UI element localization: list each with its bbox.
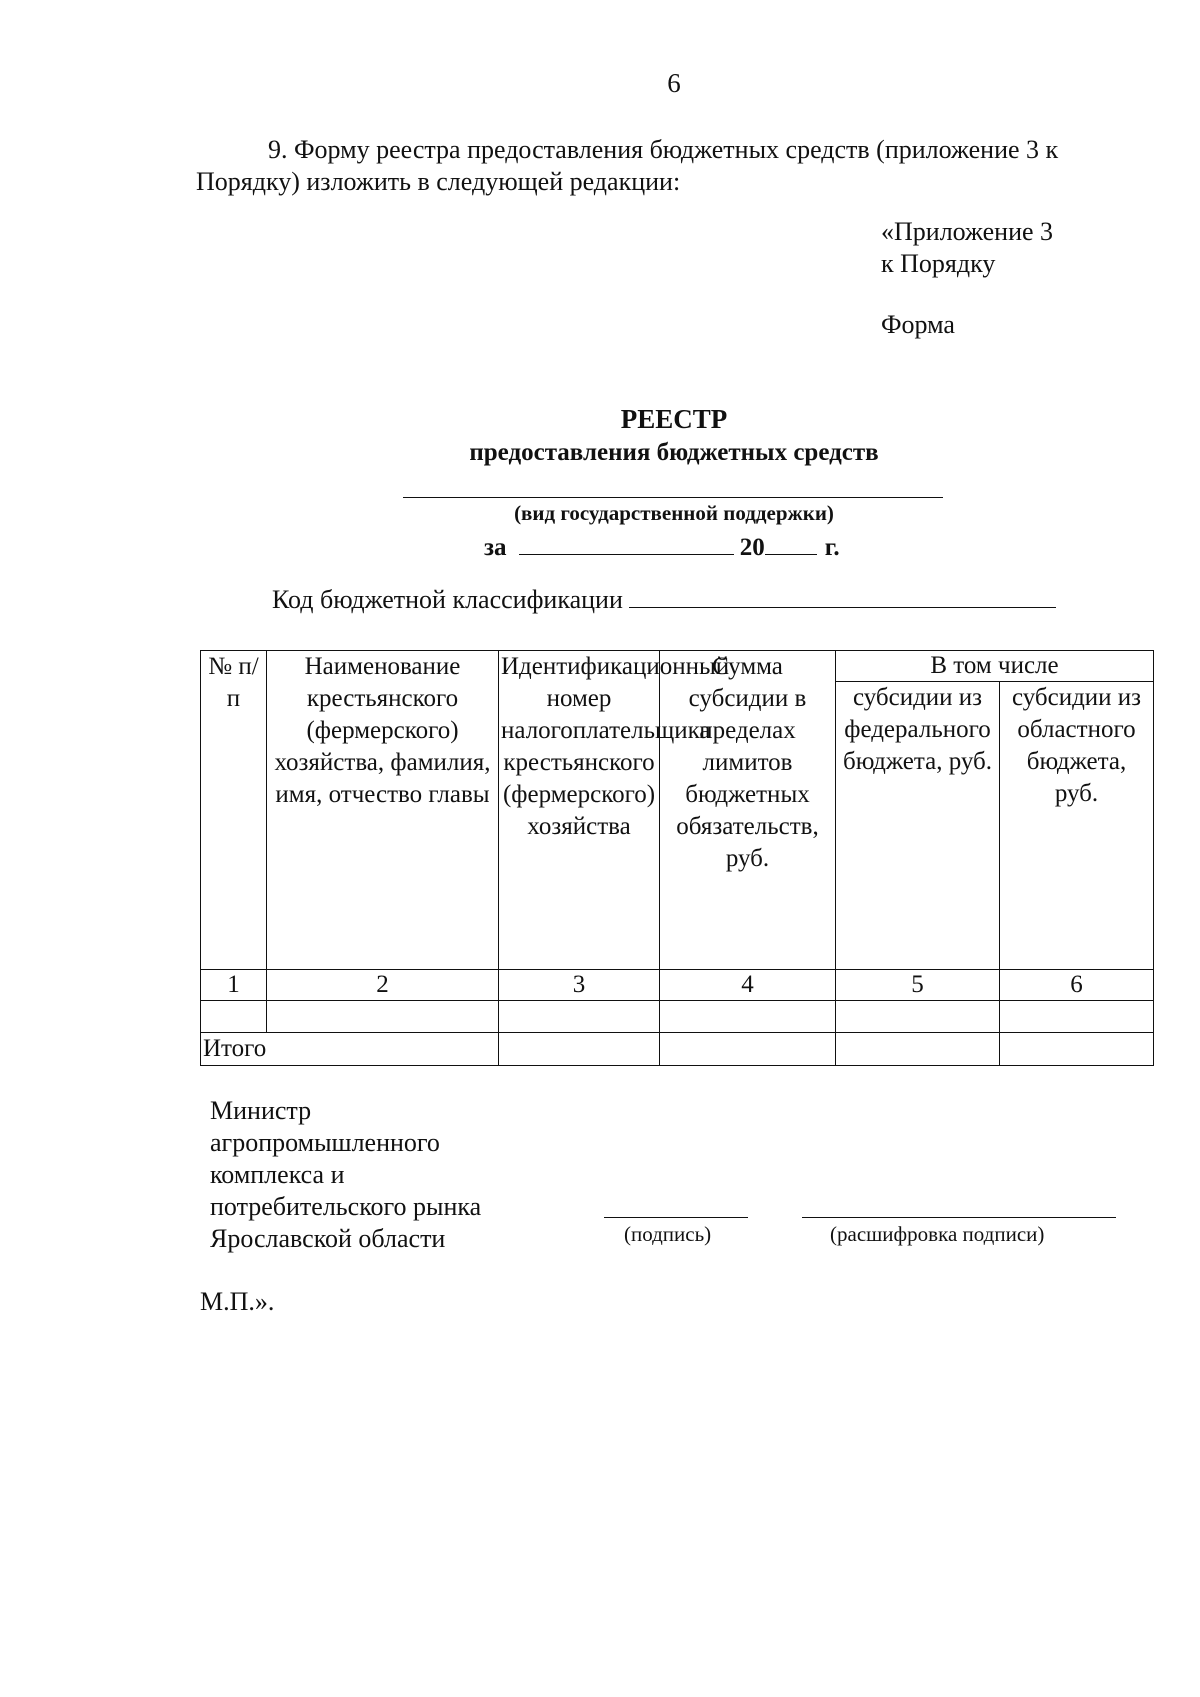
page-number: 6 [667,68,681,98]
signatory-line-4: потребительского рынка [210,1192,482,1221]
table-cell [660,1033,836,1066]
header-including: В том числе [836,651,1154,682]
signature-line [604,1217,748,1218]
period-blank [519,530,734,555]
amendment-paragraph [196,134,1151,198]
appendix-line-1: «Приложение 3 [881,217,1054,246]
column-number-3: 3 [499,970,660,1001]
column-number-6: 6 [1000,970,1154,1001]
column-numbers-row [201,970,1154,1001]
kbk-label: Код бюджетной классификации [272,585,623,614]
period-prefix: за [484,534,507,561]
appendix-line-2: к Порядку [881,249,996,278]
period-line [484,530,840,562]
header-farm-name: Наименование крестьянского (фермерского) хозяйства, фамилия, имя, отчество главы [267,651,499,970]
signature-decode-caption: (расшифровка подписи) [830,1222,1045,1246]
signatory-line-5: Ярославской области [210,1224,446,1253]
period-suffix: г. [824,534,840,561]
table-cell [499,1033,660,1066]
header-number: № п/п [201,651,267,970]
year-blank [765,530,817,555]
stamp-place: М.П.». [200,1287,275,1316]
support-type-line [403,497,943,498]
form-label: Форма [881,310,955,339]
column-number-4: 4 [660,970,836,1001]
paragraph-line-1: 9. Форму реестра предоставления бюджетных средств (приложение 3 к [268,135,1059,164]
paragraph-line-2: Порядку) изложить в следующей редакции: [196,167,681,196]
header-subsidy-sum: Сумма субсидии в пределах лимитов бюджетных обязательств, руб. [660,651,836,970]
appendix-reference [881,216,1053,280]
table-cell [660,1001,836,1033]
kbk-blank [629,585,1056,608]
table-cell [1000,1033,1154,1066]
header-regional: субсидии из областного бюджета, руб. [1000,682,1154,970]
signature-caption: (подпись) [624,1222,712,1246]
table-row [201,1001,1154,1033]
document-title: РЕЕСТР [620,404,728,434]
header-federal: субсидии из федерального бюджета, руб. [836,682,1000,970]
signatory-line-2: агропромышленного [210,1128,440,1157]
header-inn: Идентификационный номер налогоплательщика крестьянского (фермерского) хозяйства [499,651,660,970]
header-row-1 [201,651,1154,682]
total-row [201,1033,1154,1066]
column-number-1: 1 [201,970,267,1001]
table-cell [1000,1001,1154,1033]
support-type-caption: (вид государственной поддержки) [514,501,834,525]
period-year-prefix: 20 [739,534,765,561]
document-subtitle: предоставления бюджетных средств [469,439,879,466]
table-cell [836,1033,1000,1066]
table-cell [836,1001,1000,1033]
signatory-line-1: Министр [210,1096,312,1125]
table-cell [201,1001,267,1033]
column-number-5: 5 [836,970,1000,1001]
budget-classification-code [272,585,1056,615]
signatory-title [210,1095,530,1255]
signatory-line-3: комплекса и [210,1160,345,1189]
table-cell [267,1001,499,1033]
table-cell [499,1001,660,1033]
total-label: Итого [201,1033,499,1066]
column-number-2: 2 [267,970,499,1001]
signature-decode-line [802,1217,1116,1218]
registry-table [200,650,1154,1066]
